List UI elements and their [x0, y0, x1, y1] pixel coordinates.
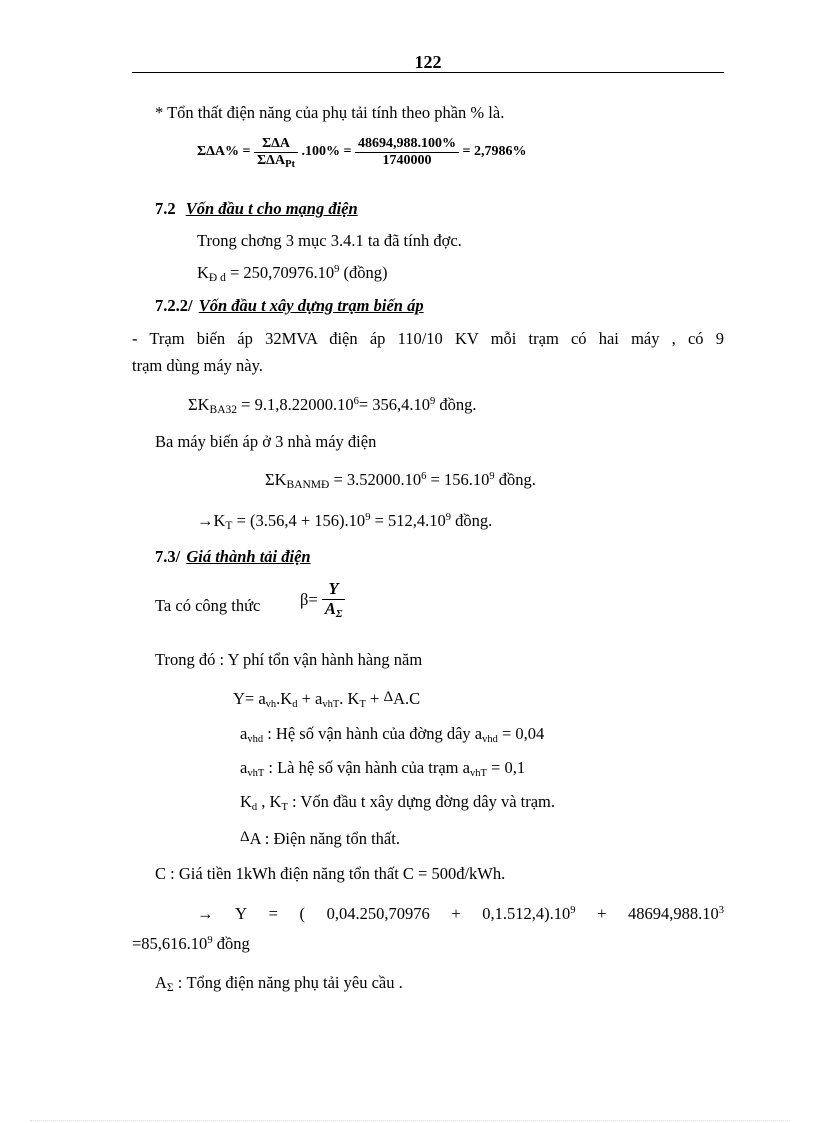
- delta-a-symbol: Δ: [240, 829, 250, 845]
- y-eq-sub-vh: vh: [265, 699, 277, 710]
- kbanmd-exp1: 6: [421, 471, 427, 482]
- header-rule: [132, 72, 724, 73]
- delta-symbol: Δ: [383, 689, 394, 705]
- fraction-2-denominator: 1740000: [382, 153, 432, 169]
- kbanmd-sigma: Σ: [265, 470, 275, 489]
- kt-tail: đồng.: [451, 511, 493, 530]
- loss-percent-formula: [197, 136, 526, 169]
- avhd-text: : Hệ số vận hành của đờng dây a: [263, 724, 483, 743]
- kdd-line: [197, 263, 388, 283]
- avht-text: : Là hệ số vận hành của trạm a: [264, 758, 470, 777]
- kbanmd-eq: = 3.52000.10: [329, 470, 422, 489]
- a-sigma-a: A: [155, 973, 167, 992]
- a-sigma-text: : Tổng điện năng phụ tải yêu cầu .: [173, 973, 403, 992]
- y-calc-result-exp: 9: [207, 935, 213, 946]
- kba32-k: K: [197, 395, 210, 414]
- kba32-exp2: 9: [430, 396, 436, 407]
- kt-k: K: [213, 511, 226, 530]
- section-7-2-title: Vốn đầu t cho mạng điện: [185, 199, 358, 218]
- beta-den-subscript: Σ: [335, 608, 343, 620]
- a-sigma-subscript: Σ: [166, 982, 174, 994]
- fraction-1-den-subscript: Pt: [285, 159, 295, 171]
- y-eq-part-a: Y= a: [233, 689, 266, 708]
- section-7-2-2-number: 7.2.2/: [155, 296, 193, 315]
- avht-subscript-2: vhT: [469, 768, 487, 779]
- kdd-exponent: 9: [334, 264, 340, 275]
- kdd-tail: (đồng): [339, 263, 388, 282]
- kbanmd-mid: = 156.10: [426, 470, 490, 489]
- avht-a: a: [240, 758, 248, 777]
- kt-exp1: 9: [365, 512, 371, 523]
- y-calc-term-3-text: 48694,988.10: [627, 904, 719, 923]
- formula-fraction-2: [355, 136, 459, 169]
- beta-symbol: β=: [300, 589, 318, 609]
- kt-exp2: 9: [445, 512, 451, 523]
- section-7-2-number: 7.2: [155, 199, 176, 218]
- kd-k: K: [240, 792, 252, 811]
- kbanmd-tail: đồng.: [494, 470, 536, 489]
- y-calc-term-2-text: 0,1.512,4).10: [482, 904, 571, 923]
- section-7-2-2-heading: [155, 296, 424, 316]
- beta-fraction: [322, 580, 346, 619]
- fraction-1-denominator: [254, 153, 298, 169]
- avht-tail: = 0,1: [486, 758, 526, 777]
- section-7-3-title: Giá thành tải điện: [186, 547, 311, 566]
- intro-line: * Tổn thất điện năng của phụ tải tính theo phần % là.: [155, 103, 505, 122]
- y-eq-part-f: A.C: [393, 689, 421, 708]
- avhd-tail: = 0,04: [497, 724, 545, 743]
- section-7-2-heading: [155, 199, 358, 219]
- delta-a-line: [240, 828, 400, 849]
- y-eq-sub-t: T: [359, 699, 366, 710]
- kt-subscript: T: [225, 520, 233, 532]
- para-tram-line-1: - Trạm biến áp 32MVA điện áp 110/10 KV mỗi trạm có hai máy , có 9: [132, 329, 724, 348]
- trong-do-line: Trong đó : Y phí tổn vận hành hàng năm: [155, 650, 423, 669]
- kd-kt-mid: , K: [257, 792, 282, 811]
- y-equation: [233, 688, 420, 709]
- kbanmd-line: [265, 470, 536, 490]
- y-calc-result: =85,616.10: [132, 934, 208, 953]
- arrow-right-icon: →: [197, 511, 214, 530]
- fraction-1-numerator: ΣΔA: [254, 136, 298, 153]
- formula-result: = 2,7986%: [462, 144, 527, 160]
- y-calc-y: Y: [235, 904, 248, 923]
- para-tram-line-2: trạm dùng máy này.: [132, 356, 263, 375]
- avhd-line: [240, 724, 544, 744]
- delta-a-text: A : Điện năng tổn thất.: [249, 829, 400, 848]
- y-calc-exp-9: 9: [570, 905, 576, 916]
- avhd-a: a: [240, 724, 248, 743]
- beta-numerator: Y: [322, 580, 346, 600]
- section-7-3-number: 7.3/: [155, 547, 181, 566]
- avht-subscript: vhT: [247, 768, 265, 779]
- fraction-2-numerator: 48694,988.100%: [355, 136, 459, 153]
- kba32-mid: = 356,4.10: [358, 395, 431, 414]
- y-calc-line-2: [132, 934, 250, 954]
- kd-subscript: d: [251, 802, 258, 813]
- y-eq-part-d: . K: [339, 689, 360, 708]
- kba32-tail: đồng.: [435, 395, 477, 414]
- y-eq-sub-d: d: [292, 699, 298, 710]
- trong-chong-line: Trong chơng 3 mục 3.4.1 ta đã tính đợc.: [197, 231, 462, 250]
- y-calc-plus-2: +: [597, 904, 607, 923]
- y-eq-part-b: .K: [276, 689, 293, 708]
- kdd-k: K: [197, 263, 209, 282]
- y-calc-line-1: [197, 904, 724, 924]
- section-7-2-2-title: Vốn đầu t xây dựng trạm biến áp: [198, 296, 424, 315]
- kbanmd-exp2: 9: [489, 471, 495, 482]
- formula-mid: .100% =: [301, 144, 352, 160]
- fraction-1-den-text: ΣΔA: [257, 153, 286, 169]
- kt-subscript-2: T: [281, 802, 288, 813]
- kdd-subscript: Đ d: [208, 272, 226, 284]
- avhd-subscript: vhd: [247, 734, 264, 745]
- kba32-subscript: BA32: [209, 404, 238, 416]
- y-calc-term-2: [482, 904, 575, 924]
- ta-co-line: Ta có công thức: [155, 596, 261, 615]
- y-calc-arrow-icon: →: [197, 904, 214, 923]
- kd-kt-tail: : Vốn đầu t xây dựng đờng dây và trạm.: [287, 792, 556, 811]
- ba-may-line: Ba máy biến áp ở 3 nhà máy điện: [155, 432, 377, 451]
- kba32-sigma: Σ: [188, 395, 198, 414]
- beta-formula: [300, 580, 345, 619]
- kd-kt-line: [240, 792, 555, 812]
- section-7-3-heading: [155, 547, 311, 567]
- kba32-eq: = 9.1,8.22000.10: [237, 395, 354, 414]
- kt-eq: = (3.56,4 + 156).10: [232, 511, 366, 530]
- y-calc-eq: =: [268, 904, 278, 923]
- kt-line: [197, 511, 492, 531]
- y-calc-term-1: 0,04.250,70976: [326, 904, 430, 923]
- avht-line: [240, 758, 525, 778]
- formula-fraction-1: [254, 136, 298, 169]
- beta-denominator: [322, 600, 346, 619]
- a-sigma-line: [155, 973, 403, 993]
- y-calc-result-tail: đồng: [212, 934, 250, 953]
- kt-mid: = 512,4.10: [370, 511, 446, 530]
- y-calc-exp-3: 3: [718, 905, 724, 916]
- beta-den-text: A: [324, 598, 336, 618]
- avhd-subscript-2: vhd: [482, 734, 498, 745]
- formula-lhs: ΣΔA% =: [197, 144, 251, 160]
- y-eq-sub-vht: vhT: [322, 699, 340, 710]
- c-price-line: C : Giá tiền 1kWh điện năng tổn thất C = 500đ/kWh.: [155, 864, 506, 883]
- y-calc-term-3: [628, 904, 724, 924]
- y-calc-paren: (: [299, 904, 306, 923]
- y-eq-part-e: +: [365, 689, 384, 708]
- page-bottom-dotted-border: [30, 1120, 790, 1121]
- page-number: 122: [414, 52, 442, 72]
- y-calc-plus-1: +: [451, 904, 461, 923]
- kbanmd-k: K: [274, 470, 287, 489]
- y-eq-part-c: + a: [297, 689, 323, 708]
- kba32-exp1: 6: [353, 396, 359, 407]
- kba32-line: [188, 395, 477, 415]
- kdd-eq: = 250,70976.10: [225, 263, 335, 282]
- kbanmd-subscript: BANMĐ: [286, 479, 330, 491]
